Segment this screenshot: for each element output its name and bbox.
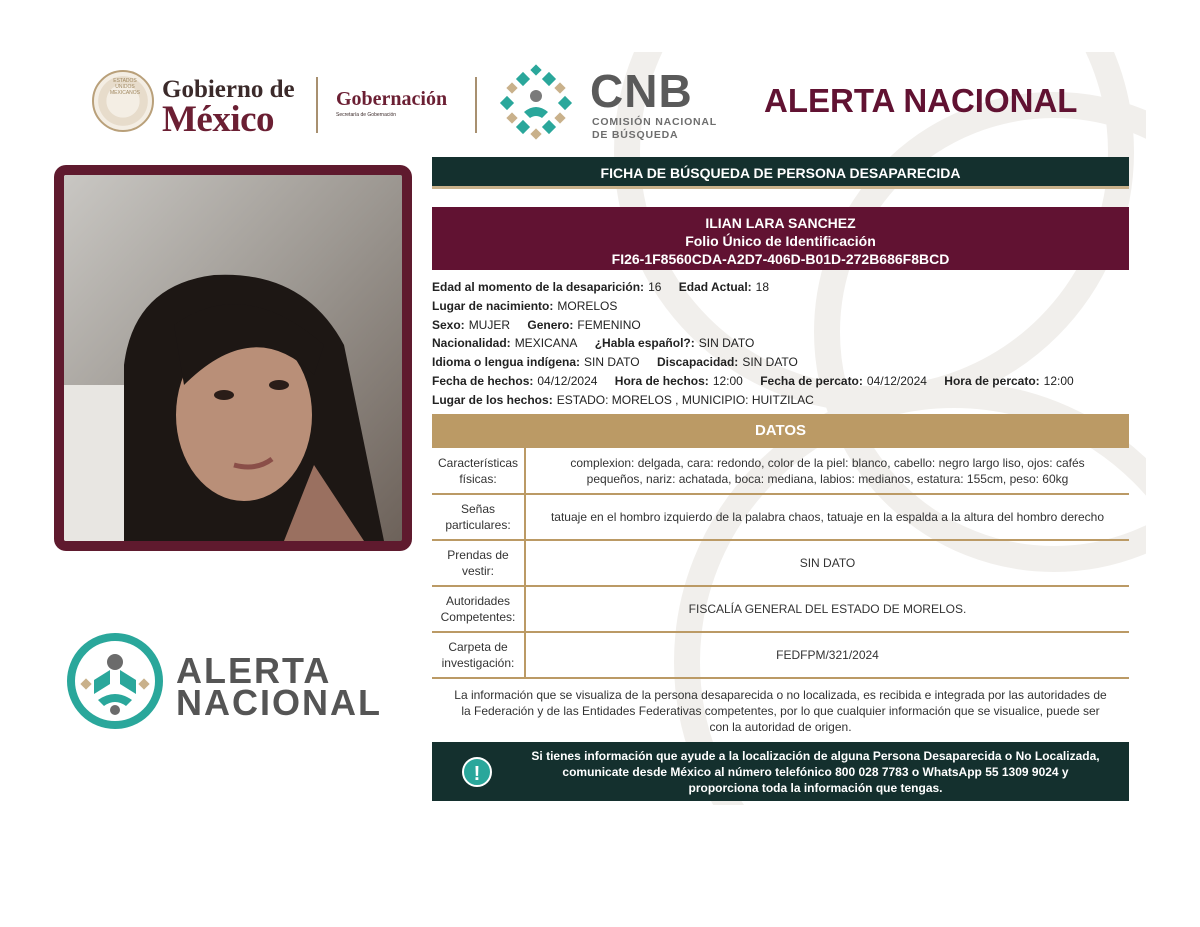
table-key <box>432 632 525 678</box>
contact-box <box>432 742 1129 801</box>
idioma-label: Idioma o lengua indígena: <box>432 355 581 370</box>
fecha-hechos-value: 04/12/2024 <box>537 373 598 388</box>
edad-desap-value: 16 <box>648 280 662 294</box>
lugar-hechos-value: ESTADO: MORELOS , MUNICIPIO: HUITZILAC <box>556 392 814 407</box>
folio-label: Folio Único de Identificación <box>685 233 876 249</box>
genero-value: FEMENINO <box>577 317 641 332</box>
habla-label: ¿Habla español?: <box>594 336 695 351</box>
key-line: vestir: <box>461 564 494 578</box>
divider <box>475 77 477 133</box>
photo-frame <box>54 165 412 551</box>
genero-label: Genero: <box>527 317 574 332</box>
fecha-percato-value: 04/12/2024 <box>866 373 927 388</box>
lugar-nac-label: Lugar de nacimiento: <box>432 298 554 313</box>
header <box>54 52 1146 152</box>
alerta-nacional-title: ALERTA NACIONAL <box>764 82 1078 119</box>
info-row <box>432 297 1129 316</box>
datos-header: DATOS <box>432 414 1129 448</box>
idioma-value: SIN DATO <box>584 355 640 370</box>
table-row <box>432 494 1129 540</box>
key-line: Prendas de <box>447 548 509 562</box>
cnb-logo-icon <box>494 60 578 144</box>
info-row <box>432 316 1129 335</box>
table-key <box>432 540 525 586</box>
datos-table <box>432 448 1129 679</box>
disclaimer-line: con la autoridad de origen. <box>709 720 852 734</box>
contact-line: proporciona toda la información que tengas. <box>688 781 943 795</box>
fecha-hechos-label: Fecha de hechos: <box>432 373 534 388</box>
alerta-logo-line2: NACIONAL <box>176 682 382 723</box>
alert-sheet <box>54 52 1146 805</box>
hora-percato-label: Hora de percato: <box>944 373 1040 388</box>
value-line: complexion: delgada, cara: redondo, color de la piel: blanco, cabello: negro largo liso, ojos: cafés <box>570 455 1085 470</box>
edad-desap-label: Edad al momento de la desaparición: <box>432 280 645 294</box>
gobierno-line1: Gobierno de <box>162 76 295 103</box>
gobierno-line2: México <box>162 99 275 140</box>
key-line: físicas: <box>459 471 497 486</box>
divider <box>316 77 318 133</box>
info-row <box>432 278 1129 297</box>
cnb-line1: COMISIÓN NACIONAL <box>592 116 718 128</box>
disclaimer <box>432 687 1129 735</box>
key-line: Características <box>437 455 519 470</box>
gobernacion-sub: Secretaría de Gobernación <box>336 112 397 118</box>
table-value: tatuaje en el hombro izquierdo de la palabra chaos, tatuaje en la espalda a la altura del hombro derecho <box>525 494 1129 540</box>
hora-hechos-value: 12:00 <box>712 373 743 388</box>
sexo-label: Sexo: <box>432 317 465 332</box>
value-line: pequeños, nariz: achatada, boca: mediana, labios: medianos, estatura: 155cm, peso: 60kg <box>586 471 1069 486</box>
folio-value: FI26-1F8560CDA-A2D7-406D-B01D-272B686F8BCD <box>611 251 950 267</box>
person-photo <box>64 175 402 541</box>
ficha-title: FICHA DE BÚSQUEDA DE PERSONA DESAPARECIDA <box>432 157 1129 189</box>
hora-hechos-label: Hora de hechos: <box>614 373 709 388</box>
table-row <box>432 586 1129 632</box>
info-row <box>432 372 1129 391</box>
nacionalidad-value: MEXICANA <box>514 336 578 351</box>
edad-actual-label: Edad Actual: <box>678 280 752 294</box>
sexo-value: MUJER <box>468 317 511 332</box>
table-key <box>432 494 525 540</box>
alerta-nacional-logo-icon <box>64 630 166 732</box>
fecha-percato-label: Fecha de percato: <box>760 373 863 388</box>
contact-line: comunicate desde México al número telefónico 800 028 7783 o WhatsApp 55 1309 9024 y <box>562 765 1069 779</box>
key-line: Autoridades <box>445 594 511 608</box>
table-key <box>432 586 525 632</box>
table-value <box>525 448 1129 494</box>
cnb-label: CNB <box>590 65 693 117</box>
coat-of-arms-icon <box>92 70 154 132</box>
info-row <box>432 353 1129 372</box>
person-name: ILIAN LARA SANCHEZ <box>705 215 856 231</box>
table-row <box>432 540 1129 586</box>
info-row <box>432 391 1129 410</box>
table-key <box>432 448 525 494</box>
lugar-nac-value: MORELOS <box>557 298 618 313</box>
table-value: FEDFPM/321/2024 <box>525 632 1129 678</box>
info-block <box>432 278 1129 410</box>
key-line: Señas <box>460 502 496 516</box>
name-box <box>432 207 1129 270</box>
discapacidad-value: SIN DATO <box>742 355 798 370</box>
key-line: particulares: <box>445 518 511 532</box>
habla-value: SIN DATO <box>698 336 755 351</box>
hora-percato-value: 12:00 <box>1043 373 1074 388</box>
key-line: Carpeta de <box>448 640 508 654</box>
info-row <box>432 334 1129 353</box>
exclamation-icon: ! <box>462 757 492 787</box>
disclaimer-line: La información que se visualiza de la persona desaparecida o no localizada, es recibida e integrada por las autoridades de <box>454 688 1107 702</box>
seal-text: ESTADOS UNIDOS MEXICANOS <box>109 78 140 96</box>
discapacidad-label: Discapacidad: <box>656 355 739 370</box>
table-row <box>432 448 1129 494</box>
alerta-logo-line1: ALERTA <box>176 650 332 691</box>
table-value: SIN DATO <box>525 540 1129 586</box>
edad-actual-value: 18 <box>755 280 770 294</box>
key-line: investigación: <box>441 656 515 670</box>
contact-line: Si tienes información que ayude a la localización de alguna Persona Desaparecida o No Localizada, <box>531 749 1100 763</box>
cnb-line2: DE BÚSQUEDA <box>592 129 679 141</box>
table-row <box>432 632 1129 678</box>
key-line: Competentes: <box>440 610 516 624</box>
disclaimer-line: la Federación y de las Entidades Federativas competentes, por lo que cualquier información que se visualice, puede ser <box>461 704 1100 718</box>
nacionalidad-label: Nacionalidad: <box>432 336 511 351</box>
gobernacion-label: Gobernación <box>336 88 448 110</box>
lugar-hechos-label: Lugar de los hechos: <box>432 392 553 407</box>
table-value: FISCALÍA GENERAL DEL ESTADO DE MORELOS. <box>525 586 1129 632</box>
